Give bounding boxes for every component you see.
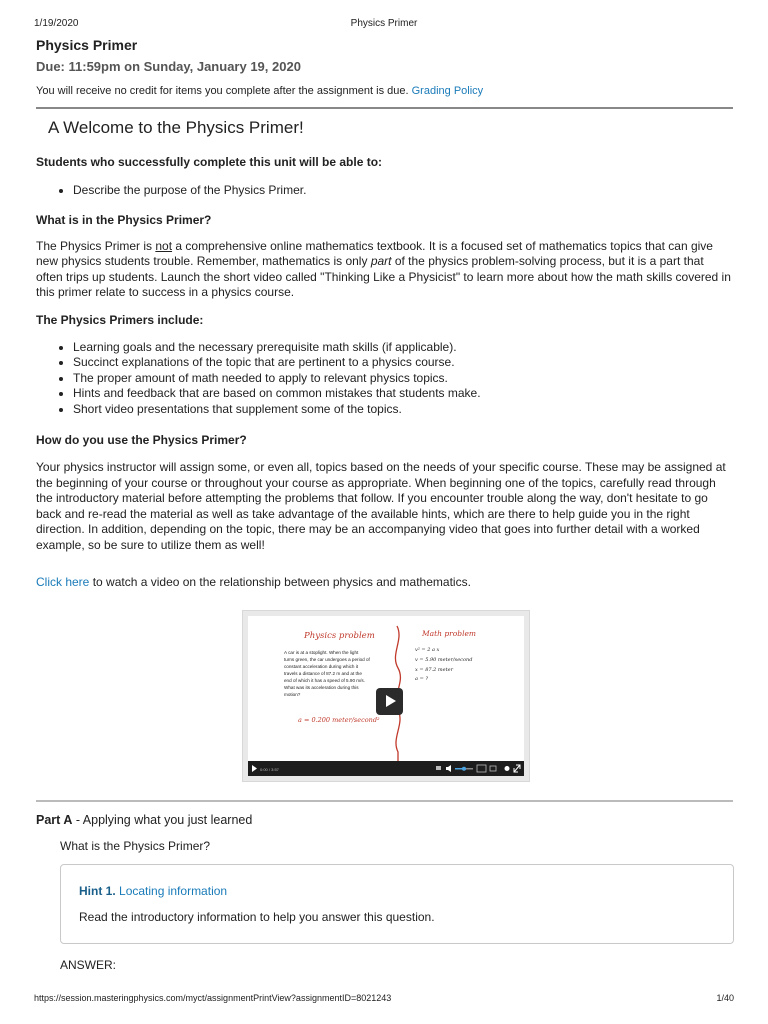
part-a-title: - Applying what you just learned <box>72 813 253 827</box>
what-is-heading: What is in the Physics Primer? <box>36 212 212 227</box>
part-divider <box>36 800 733 802</box>
objectives-list <box>36 183 733 199</box>
print-header <box>34 18 734 32</box>
grading-policy-link[interactable]: Grading Policy <box>411 85 484 97</box>
fullscreen-icon[interactable] <box>514 765 520 772</box>
no-credit-text: You will receive no credit for items you complete after the assignment is due. <box>36 85 409 97</box>
part-a-section <box>36 800 733 855</box>
print-footer <box>34 993 734 1007</box>
part-a-heading <box>36 812 733 828</box>
no-credit-notice <box>36 84 733 98</box>
captions-icon[interactable] <box>436 766 441 770</box>
problem-line: constant acceleration during which it <box>284 664 359 669</box>
video-time: 0:00 / 3:57 <box>260 767 279 772</box>
objectives-heading: Students who successfully complete this unit will be able to: <box>36 155 383 169</box>
what-is-part: part <box>370 254 392 268</box>
physics-problem-label: Physics problem <box>304 631 375 641</box>
click-here-link[interactable]: Click here <box>36 575 90 589</box>
play-button[interactable] <box>376 688 403 715</box>
math-problem-label: Math problem <box>422 629 477 638</box>
math-line: v = 5.90 meter/second <box>415 657 473 663</box>
hint-body: Read the introductory information to help you answer this question. <box>79 910 435 924</box>
hint-title-link[interactable]: Locating information <box>119 884 228 898</box>
problem-line: What was its acceleration during this <box>284 685 359 690</box>
list-item: • Learning goals and the necessary prerequisite math skills (if applicable). <box>73 340 733 356</box>
includes-heading: The Physics Primers include: <box>36 312 204 327</box>
what-is-text-2: a comprehensive online mathematics textbook. It is a focused set of mathematics topics that can give new physics students trouble. Remember, mathematics is only <box>36 238 713 268</box>
list-item: • Succinct explanations of the topic that are pertinent to a physics course. <box>73 355 733 371</box>
what-is-text-3: of the physics problem-solving process, but it is a part that often trips up students. Launch the short video called "Thinking Like a Physicist" to learn more about how the math skills covered in this primer relate to success in a physics course. <box>36 254 731 299</box>
problem-line: motion? <box>284 692 301 697</box>
volume-handle[interactable] <box>462 767 466 771</box>
math-line: a = ? <box>415 676 429 682</box>
assignment-content <box>36 36 733 972</box>
video-player[interactable] <box>242 610 530 782</box>
part-a-question: What is the Physics Primer? <box>60 839 211 853</box>
volume-icon[interactable] <box>446 765 451 772</box>
page-url: https://session.masteringphysics.com/myct/assignmentPrintView?assignmentID=8021243 <box>34 993 392 1003</box>
print-date: 1/19/2020 <box>34 18 79 29</box>
how-to-heading: How do you use the Physics Primer? <box>36 433 247 447</box>
how-to-paragraph: Your physics instructor will assign some, or even all, topics based on the needs of your specific course. These may be assigned at the beginning of your course or throughout your course as appropriate. When beginning one of the topics, carefully read through the introductory material before attempting the problems that follow. If you encounter trouble along the way, don't hesitate to go back and re-read the material as well as take advantage of the available hints, which are there to help guide you in the right direction. In addition, depending on the topic, there may be an accompanying video that goes into further detail with a worked example, so be sure to utilize them as well! <box>36 460 726 552</box>
what-is-text-1: The Physics Primer is <box>36 238 156 253</box>
list-item: • Describe the purpose of the Physics Primer. <box>73 183 733 199</box>
problem-line: A car is at a stoplight. When the light <box>284 650 359 655</box>
video-thumbnail <box>248 616 524 776</box>
hint-header[interactable] <box>79 884 227 898</box>
speed-icon[interactable] <box>477 765 486 772</box>
due-date: Due: 11:59pm on Sunday, January 19, 2020 <box>36 59 301 74</box>
welcome-heading: A Welcome to the Physics Primer! <box>48 118 304 137</box>
math-line: v² = 2 a x <box>415 647 440 653</box>
list-item: • Short video presentations that supplement some of the topics. <box>73 402 733 418</box>
part-a-label: Part A <box>36 813 73 827</box>
hint-box <box>60 864 734 944</box>
math-line: x = 87.2 meter <box>415 667 453 673</box>
problem-line: end of which it has a speed of 5.90 m/s. <box>284 678 365 683</box>
list-item: • The proper amount of math needed to apply to relevant physics topics. <box>73 371 733 387</box>
what-is-not: not <box>155 238 173 253</box>
play-icon[interactable] <box>252 765 257 772</box>
print-title: Physics Primer <box>350 18 418 29</box>
answer-label: ANSWER: <box>60 958 117 972</box>
settings-icon[interactable] <box>505 766 510 771</box>
assignment-title: Physics Primer <box>36 37 138 53</box>
answer-handwriting: a = 0.200 meter/second² <box>298 716 380 724</box>
pip-icon[interactable] <box>490 766 496 771</box>
what-is-paragraph <box>36 239 733 301</box>
video-link-line <box>36 575 733 591</box>
problem-line: turns green, the car undergoes a period of <box>284 657 370 662</box>
list-item: • Hints and feedback that are based on common mistakes that students make. <box>73 386 733 402</box>
video-link-text: to watch a video on the relationship between physics and mathematics. <box>89 575 471 589</box>
page-number: 1/40 <box>716 993 734 1003</box>
includes-list <box>36 340 733 418</box>
video-control-bar <box>248 761 524 776</box>
header-divider <box>36 107 733 109</box>
hint-number: Hint 1. <box>79 884 116 898</box>
problem-line: travels a distance of 87.2 m and at the <box>284 671 362 676</box>
